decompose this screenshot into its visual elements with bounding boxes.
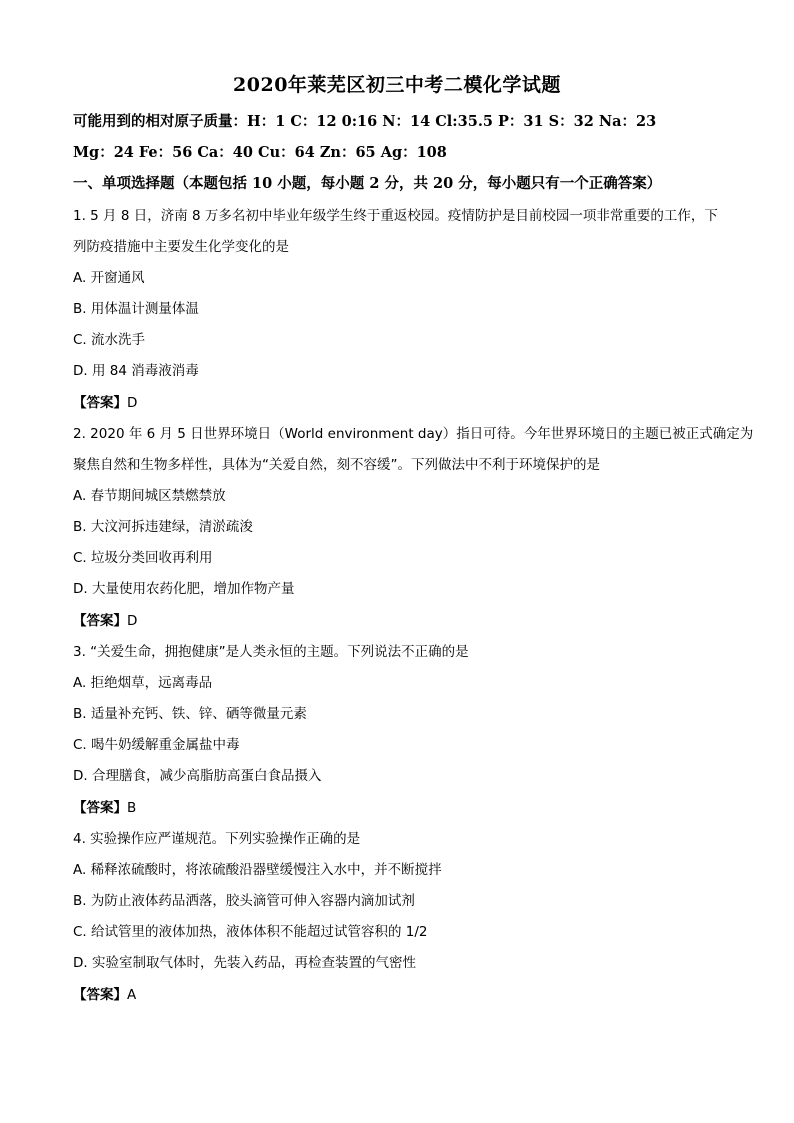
- question-4-option-c: C. 给试管里的液体加热，液体体积不能超过试管容积的 1/2: [73, 924, 428, 940]
- answer-value: D: [127, 395, 138, 411]
- atomic-mass-line-1: 可能用到的相对原子质量：H：1 C：12 0:16 N：14 Cl:35.5 P：31 S：32 Na：23: [73, 113, 657, 130]
- question-1-answer: [73, 391, 137, 411]
- question-2-stem-line-2: 聚焦自然和生物多样性，具体为“关爱自然，刻不容缓”。下列做法中不利于环境保护的是: [73, 457, 600, 473]
- answer-tag: 【答案】: [73, 613, 127, 629]
- question-3-option-d: D. 合理膳食，减少高脂肪高蛋白食品摄入: [73, 768, 322, 784]
- section-heading: 一、单项选择题（本题包括 10 小题，每小题 2 分，共 20 分，每小题只有一个正确答案）: [73, 175, 662, 192]
- atomic-mass-line-2: Mg：24 Fe：56 Ca：40 Cu：64 Zn：65 Ag：108: [73, 144, 447, 161]
- question-3-answer: [73, 796, 136, 816]
- question-1-option-b: B. 用体温计测量体温: [73, 301, 199, 317]
- question-3-option-c: C. 喝牛奶缓解重金属盐中毒: [73, 737, 240, 753]
- question-4-option-b: B. 为防止液体药品洒落，胶头滴管可伸入容器内滴加试剂: [73, 893, 415, 909]
- answer-value: D: [127, 613, 138, 629]
- question-2-option-a: A. 春节期间城区禁燃禁放: [73, 488, 226, 504]
- question-1-stem-line-1: 1. 5 月 8 日，济南 8 万多名初中毕业年级学生终于重返校园。疫情防护是目前校园一项非常重要的工作，下: [73, 208, 718, 224]
- answer-value: A: [127, 987, 137, 1003]
- answer-value: B: [127, 800, 137, 816]
- question-1-option-c: C. 流水洗手: [73, 332, 146, 348]
- question-4-stem: 4. 实验操作应严谨规范。下列实验操作正确的是: [73, 831, 361, 847]
- question-4-option-d: D. 实验室制取气体时，先装入药品，再检查装置的气密性: [73, 955, 416, 971]
- question-2-option-d: D. 大量使用农药化肥，增加作物产量: [73, 581, 295, 597]
- answer-tag: 【答案】: [73, 800, 127, 816]
- question-1-option-d: D. 用 84 消毒液消毒: [73, 363, 199, 379]
- question-2-answer: [73, 609, 137, 629]
- question-4-option-a: A. 稀释浓硫酸时，将浓硫酸沿器壁缓慢注入水中，并不断搅拌: [73, 862, 442, 878]
- question-3-option-b: B. 适量补充钙、铁、锌、硒等微量元素: [73, 706, 307, 722]
- answer-tag: 【答案】: [73, 987, 127, 1003]
- question-3-option-a: A. 拒绝烟草，远离毒品: [73, 675, 213, 691]
- question-1-stem-line-2: 列防疫措施中主要发生化学变化的是: [73, 239, 289, 255]
- question-2-stem-line-1: 2. 2020 年 6 月 5 日世界环境日（World environment day）指日可待。今年世界环境日的主题已被正式确定为: [73, 426, 754, 442]
- answer-tag: 【答案】: [73, 395, 127, 411]
- question-2-option-b: B. 大汶河拆违建绿，清淤疏浚: [73, 519, 253, 535]
- question-2-option-c: C. 垃圾分类回收再利用: [73, 550, 213, 566]
- page-title: 2020年莱芜区初三中考二模化学试题: [233, 74, 561, 96]
- question-1-option-a: A. 开窗通风: [73, 270, 145, 286]
- question-4-answer: [73, 983, 136, 1003]
- question-3-stem: 3. “关爱生命，拥抱健康”是人类永恒的主题。下列说法不正确的是: [73, 644, 469, 660]
